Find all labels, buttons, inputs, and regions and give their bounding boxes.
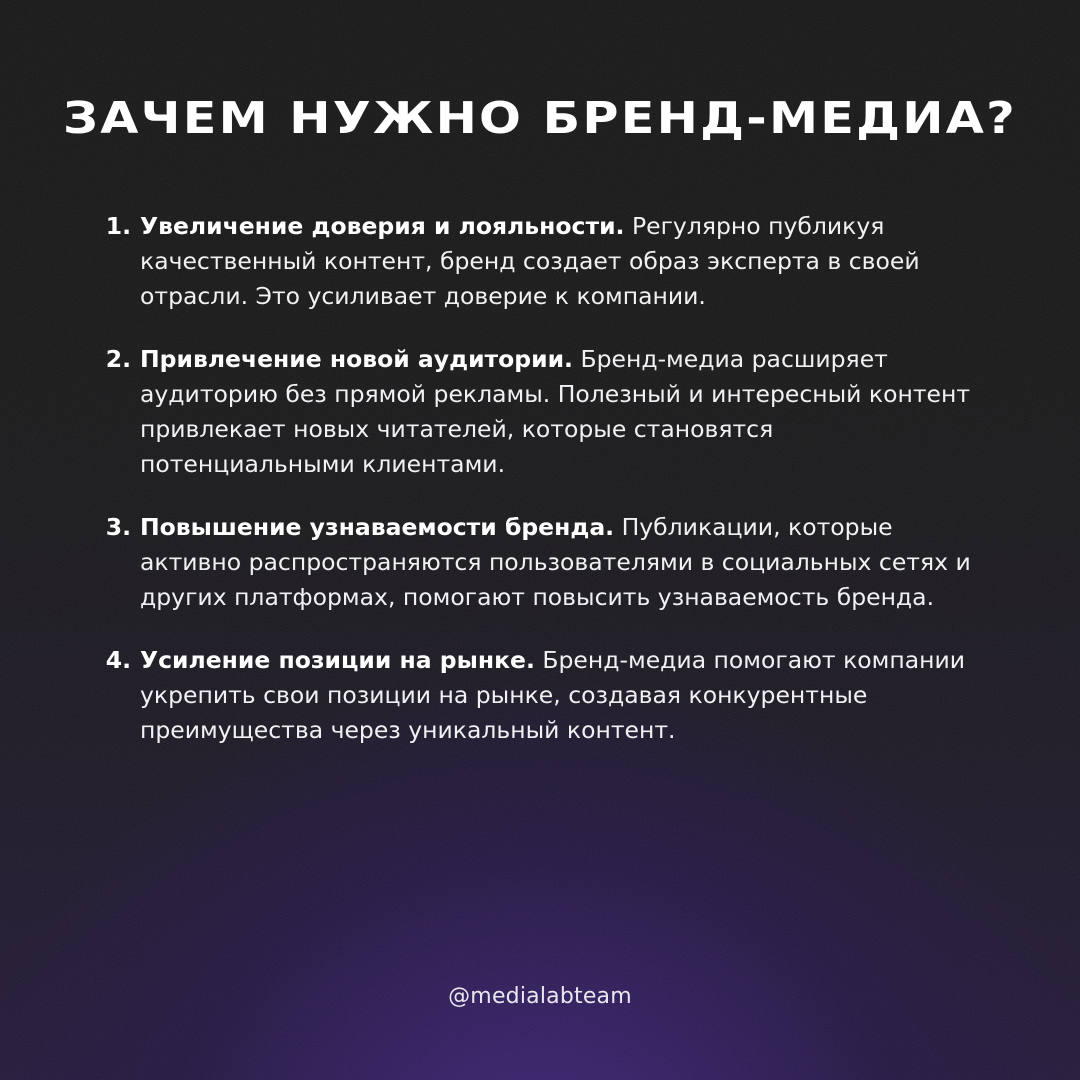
item-lead: Повышение узнаваемости бренда. (140, 513, 615, 541)
list-item (96, 643, 976, 748)
item-number: 4. (105, 646, 131, 674)
item-text-block (131, 342, 976, 482)
item-body: Регулярно публикуя качественный контент, бренд создает образ эксперта в своей отрасли. Это усиливает доверие к компании. (140, 212, 920, 310)
item-text-block (131, 643, 976, 748)
item-body: Бренд-медиа расширяет аудиторию без прямой рекламы. Полезный и интересный контент привлекает новых читателей, которые становятся потенциальными клиентами. (140, 345, 971, 478)
list-item (96, 342, 976, 482)
page-title: ЗАЧЕМ НУЖНО БРЕНД-МЕДИА? (63, 93, 1017, 144)
item-number: 3. (105, 513, 131, 541)
item-number: 2. (105, 345, 131, 373)
list-item (96, 510, 976, 615)
item-body: Бренд-медиа помогают компании укрепить свои позиции на рынке, создавая конкурентные преимущества через уникальный контент. (140, 646, 966, 744)
item-text-block (131, 510, 976, 615)
item-lead: Усиление позиции на рынке. (140, 646, 535, 674)
item-lead: Привлечение новой аудитории. (140, 345, 573, 373)
account-handle: @medialabteam (448, 984, 632, 1009)
item-text-block (131, 209, 976, 314)
item-body: Публикации, которые активно распространяются пользователями в социальных сетях и других платформах, помогают повысить узнаваемость бренда. (140, 513, 971, 611)
item-number: 1. (105, 212, 131, 240)
list-item (96, 209, 976, 314)
benefits-list (96, 209, 976, 776)
item-lead: Увеличение доверия и лояльности. (140, 212, 625, 240)
